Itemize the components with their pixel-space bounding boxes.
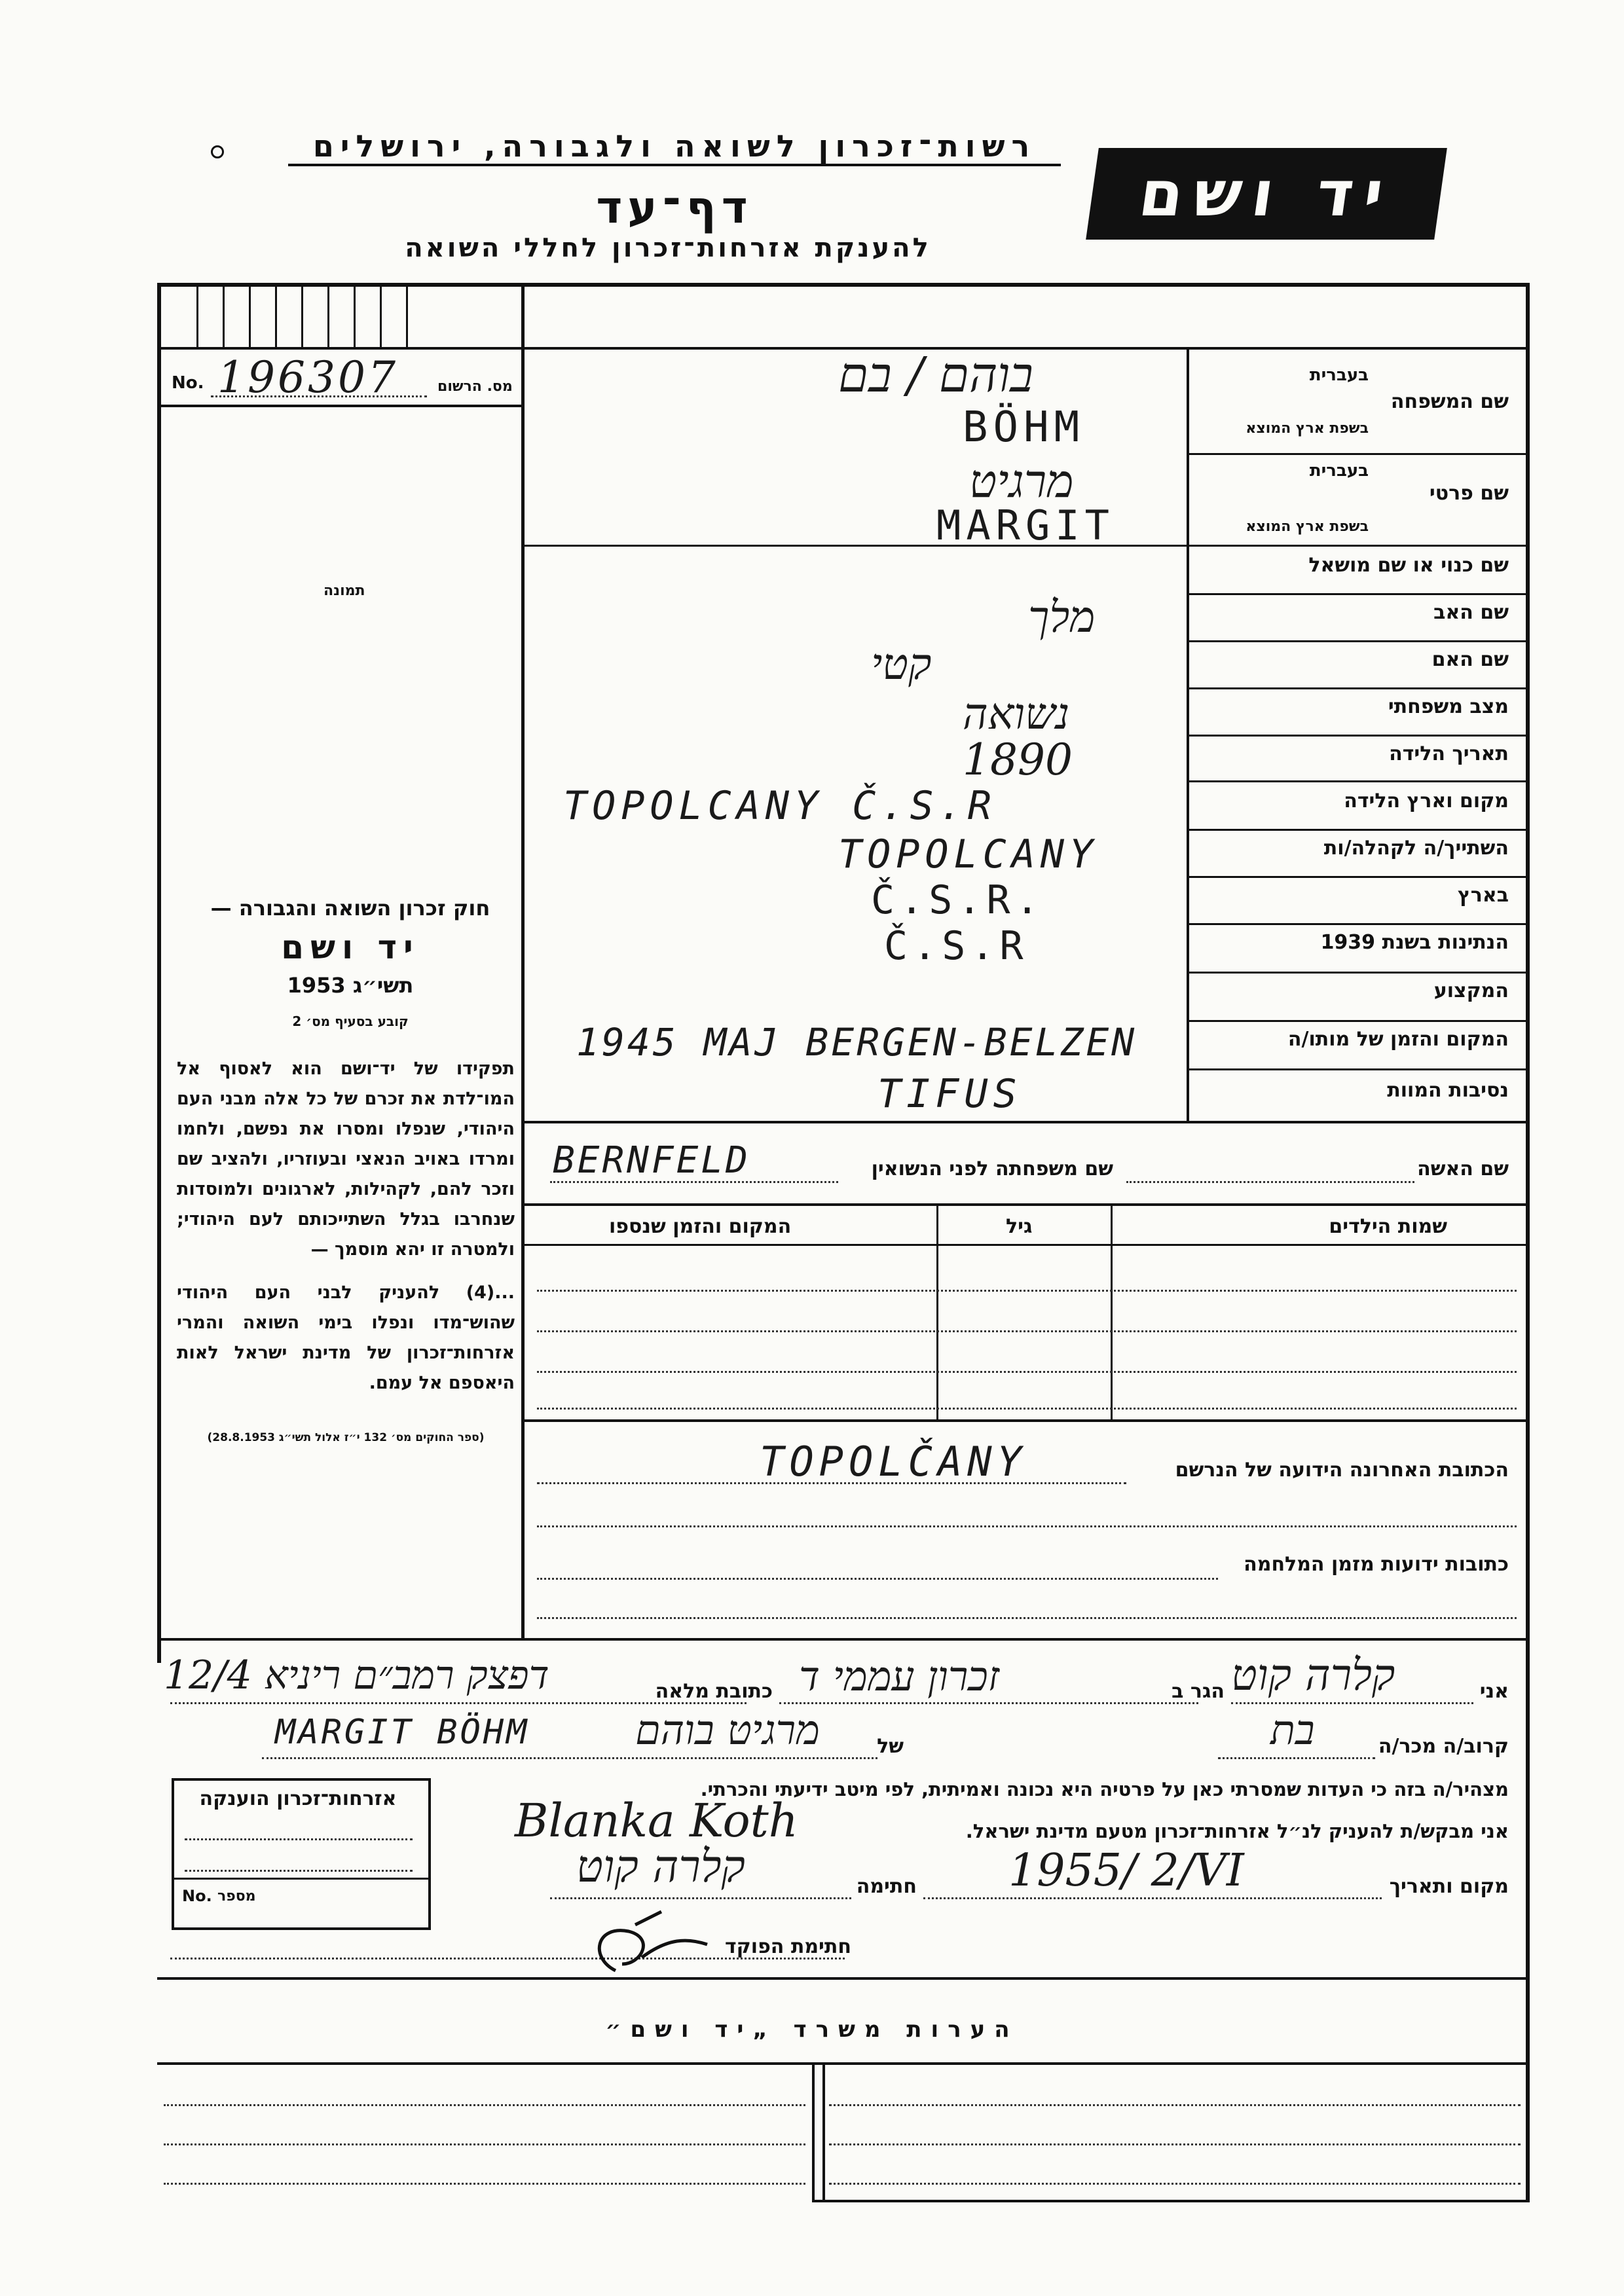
profession-label: המקצוע xyxy=(1433,979,1509,1002)
full-address-value: דפצק רמב״ם ריניא 12/4 xyxy=(164,1652,549,1698)
first-name-heb-value: מרגיט xyxy=(969,454,1074,508)
place-date-value: 1955/ 2/VI xyxy=(1008,1845,1244,1897)
father-value: מלך xyxy=(1028,592,1096,642)
birthdate-value: 1890 xyxy=(963,735,1073,785)
of-value: מרגיט בוהם xyxy=(635,1706,820,1754)
full-address-label: כתובת מלאה xyxy=(655,1680,773,1703)
first-name-lat-value: MARGIT xyxy=(936,501,1115,549)
nickname-label: שם כנוי או שם מושאל xyxy=(1308,554,1509,577)
death-cause-value: TIFUS xyxy=(877,1071,1022,1117)
authority-title: רשות־זכרון לשואה ולגבורה, ירושלים xyxy=(288,128,1061,166)
marital-label: מצב משפחתי xyxy=(1388,695,1509,718)
form-subtitle: להענקת אזרחות־זכרון לחללי השואה xyxy=(405,233,931,263)
first-name-origin-sublabel: בשפת ארץ המוצא xyxy=(1246,519,1369,535)
signature-value: קלרה קוט xyxy=(576,1841,745,1893)
resides-label: הגר ב xyxy=(1172,1680,1225,1703)
father-label: שם האב xyxy=(1433,601,1509,624)
mother-label: שם האם xyxy=(1431,648,1509,671)
i-label: אני xyxy=(1479,1680,1509,1703)
country-label: בארץ xyxy=(1457,884,1509,907)
last-address-label: הכתובת האחרונה הידועה של הנרשם xyxy=(1175,1459,1509,1482)
family-name-heb-sublabel: בעברית xyxy=(1309,365,1369,385)
marital-value: נשואה xyxy=(963,689,1070,739)
community-label: השתייך/ה לקהלה/ות xyxy=(1323,837,1509,860)
citizenship-value: Č.S.R xyxy=(884,923,1029,969)
citizenship-no-label: No. xyxy=(182,1887,212,1905)
maiden-name-value: BERNFELD xyxy=(553,1139,750,1182)
children-age-header: גיל xyxy=(1006,1215,1033,1238)
children-place-header: המקום והזמן שנספו xyxy=(609,1215,792,1238)
form-title: דף־עד xyxy=(596,182,753,234)
law-body-1: תפקידו של יד־ושם הוא לאסוף אל המו־לדת את זכרם של כל אלה מבני העם היהודי, שנפלו ומסרו את נפשם, ולחמו ומרדו באויב הנאצי ובעוזריו, ולהציב שם וזכר להם, לקהילות, לארגונים ולמוסדות שנחרבו בגלל השתייכותם לעם היהודי; ולמטרה זו יהא מוסמך — xyxy=(177,1059,515,1260)
place-date-label: מקום ותאריך xyxy=(1389,1875,1509,1898)
officer-signature-label: חתימת הפוקד xyxy=(725,1935,851,1958)
law-title: חוק זכרון השואה והגבורה — xyxy=(210,896,490,920)
birthdate-label: תאריך הלידה xyxy=(1389,742,1509,765)
community-value: TOPOLCANY xyxy=(838,831,1099,877)
circle-mark-icon xyxy=(211,145,224,158)
citizenship-no-heb: מספר xyxy=(217,1888,256,1904)
signature-latin: Blanka Koth xyxy=(515,1794,798,1848)
relative-label: קרוב/ה מכר/ה xyxy=(1378,1735,1509,1758)
first-name-label: שם פרטי xyxy=(1429,482,1509,505)
law-year: תשי״ג 1953 xyxy=(287,973,414,998)
declare-text: מצהיר/ה בזה כי העדות שמסרתי כאן על פרטיה היא נכונה ואמיתית, לפי מיטב ידיעתי והכרתי. xyxy=(700,1778,1509,1800)
first-name-heb-sublabel: בעברית xyxy=(1309,461,1369,481)
law-clause: קובע בסעיף מס׳ 2 xyxy=(292,1013,409,1029)
citizenship-label: הנתינות בשנת 1939 xyxy=(1320,931,1509,954)
last-address-value: TOPOLČANY xyxy=(760,1438,1027,1485)
signature-label: חתימה xyxy=(856,1875,917,1898)
maiden-name-label: שם משפחתה לפני הנשואין xyxy=(871,1157,1113,1180)
photo-label: תמונה xyxy=(323,583,365,599)
resides-value: זכרון עממי ד xyxy=(799,1652,999,1700)
i-value: קלרה קוט xyxy=(1231,1650,1395,1700)
death-place-label: המקום והזמן של מותו/ה xyxy=(1287,1028,1509,1051)
of-label: של xyxy=(877,1735,904,1758)
death-place-value: 1945 MAJ BERGEN-BELZEN xyxy=(576,1020,1137,1065)
citizenship-granted-title: אזרחות־זכרון הוענקה xyxy=(199,1787,397,1810)
law-body-2: ...(4) להעניק לבני העם היהודי שהוש־מדו ונפלו בימי השואה והמרי אזרחות־זכרון של מדינת ישראל לאות היאספם אל עמם. xyxy=(177,1283,515,1393)
family-name-lat-value: BÖHM xyxy=(963,403,1085,452)
wife-label: שם האשה xyxy=(1417,1157,1509,1180)
yad-vashem-logo: יד ושם xyxy=(1086,148,1447,240)
country-value: Č.S.R. xyxy=(871,877,1044,923)
law-name: יד ושם xyxy=(281,928,420,966)
birthplace-label: מקום וארץ הלידה xyxy=(1344,790,1509,812)
family-name-heb-value: בוהם / בם xyxy=(838,347,1033,403)
war-address-label: כתובות ידועות מזמן המלחמה xyxy=(1244,1553,1509,1576)
children-names-header: שמות הילדים xyxy=(1329,1215,1447,1238)
death-cause-label: נסיבות המוות xyxy=(1387,1079,1509,1102)
request-text: אני מבקש/ת להעניק לנ״ל אזרחות־זכרון מטעם מדינת ישראל. xyxy=(965,1820,1509,1842)
family-name-origin-sublabel: בשפת ארץ המוצא xyxy=(1246,420,1369,437)
remarks-title: הערות משרד „יד ושם״ xyxy=(605,2016,1019,2043)
law-reference: (ספר החוקים מס׳ 132 י״ז אלול תשי״ג 28.8.1953) xyxy=(207,1431,485,1444)
registration-heb-label: מס. הרשום xyxy=(437,378,513,395)
of-value-latin: MARGIT BÖHM xyxy=(275,1713,530,1752)
relative-value: בת xyxy=(1270,1706,1315,1754)
birthplace-value: TOPOLCANY Č.S.R xyxy=(563,783,997,829)
registration-no-label: No. xyxy=(172,373,204,393)
mother-value: קטי xyxy=(871,639,932,689)
officer-signature-scribble xyxy=(576,1899,733,1990)
registration-number: 196307 xyxy=(217,352,398,403)
family-name-label: שם המשפחה xyxy=(1390,390,1509,413)
